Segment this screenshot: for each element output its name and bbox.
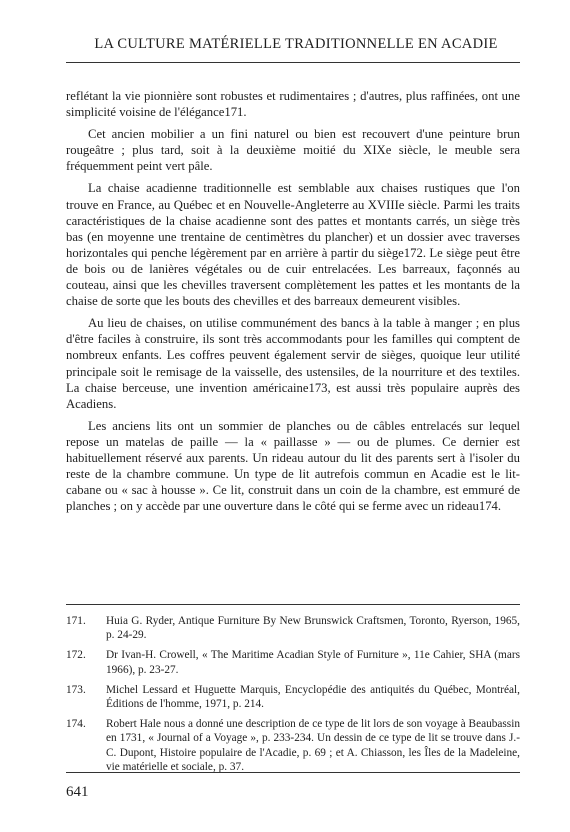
footnotes [66, 614, 520, 780]
footnote-171 [66, 614, 520, 642]
footnote-174 [66, 717, 520, 774]
page-number: 641 [66, 784, 89, 800]
bottom-rule [66, 772, 520, 773]
footnote-number: 172. [66, 649, 86, 662]
footnote-text: Michel Lessard et Huguette Marquis, Encyclopédie des antiquités du Québec, Montréal, Éditions de l'homme, 1971, p. 214. [106, 683, 520, 711]
footnote-number: 171. [66, 615, 86, 627]
footnote-number: 173. [66, 683, 86, 696]
paragraph-3: La chaise acadienne traditionnelle est semblable aux chaises rustiques que l'on trouve en France, au Québec et en Nouvelle-Angleterre au XVIIIe siècle. Parmi les traits caractéristiques de la chaise acadienne sont des pattes et montants carrés, un siège très bas (en moyenne une trentaine de centimètres du plancher) et un dossier avec traverses horizontales qui penche légèrement par en arrière à partir du siège172. Le siège peut être de bois ou de lanières végétales ou de cuir entrelacées. Les barreaux, façonnés au couteau, ainsi que les chevilles traversent complètement les pattes et les montants de la chaise de sorte que les bouts des chevilles et des barreaux demeurent visibles. [66, 181, 520, 309]
footnote-text: Robert Hale nous a donné une description de ce type de lit lors de son voyage à Beaubassin en 1731, « Journal of a Voyage », p. 233-234. Un dessin de ce type de lit se trouve dans J.-C. Dupont, Histoire populaire de l'Acadie, p. 69 ; et A. Chiasson, les Îles de la Madeleine, vie matérielle et sociale, p. 37. [106, 718, 520, 773]
footnote-rule [66, 604, 520, 605]
body-text [66, 88, 520, 520]
footnote-text: Dr Ivan-H. Crowell, « The Maritime Acadian Style of Furniture », 11e Cahier, SHA (mars 1966), p. 23-27. [106, 649, 520, 676]
paragraph-5: Les anciens lits ont un sommier de planches ou de câbles entrelacés sur lequel repose un matelas de paille — la « paillasse » — ou de plumes. Ce dernier est habituellement réservé aux parents. Un rideau autour du lit des parents sert à l'isoler du reste de la chambre commune. Un type de lit autrefois commun en Acadie est le lit-cabane ou « sac à housse ». Ce lit, construit dans un coin de la chambre, est emmuré de planches ; on y accède par une ouverture dans le côté qui se ferme avec un rideau174. [66, 418, 520, 514]
footnote-text: Huia G. Ryder, Antique Furniture By New Brunswick Craftsmen, Toronto, Ryerson, 1965, p. 24-29. [106, 615, 520, 642]
footnote-172 [66, 648, 520, 676]
paragraph-4: Au lieu de chaises, on utilise communément des bancs à la table à manger ; en plus d'être faciles à construire, ils sont très accommodants pour les familles qui comptent de nombreux enfants. Les coffres peuvent également servir de sièges, quoique leur utilité principale soit le remisage de la vaisselle, des ustensiles, de la nourriture et des textiles. La chaise berceuse, une invention américaine173, est aussi très populaire auprès des Acadiens. [66, 316, 520, 411]
running-head: LA CULTURE MATÉRIELLE TRADITIONNELLE EN ACADIE [94, 36, 498, 52]
footnote-number: 174. [66, 718, 86, 731]
paragraph-2: Cet ancien mobilier a un fini naturel ou bien est recouvert d'une peinture brun rougeâtre ; plus tard, soit à la deuxième moitié du XIXe siècle, le meuble sera fréquemment peint vert pâle. [66, 127, 520, 174]
header-rule [66, 62, 520, 63]
footnote-173 [66, 683, 520, 711]
paragraph-1: reflétant la vie pionnière sont robustes et rudimentaires ; d'autres, plus raffinées, ont une simplicité voisine de l'élégance171. [66, 89, 520, 120]
